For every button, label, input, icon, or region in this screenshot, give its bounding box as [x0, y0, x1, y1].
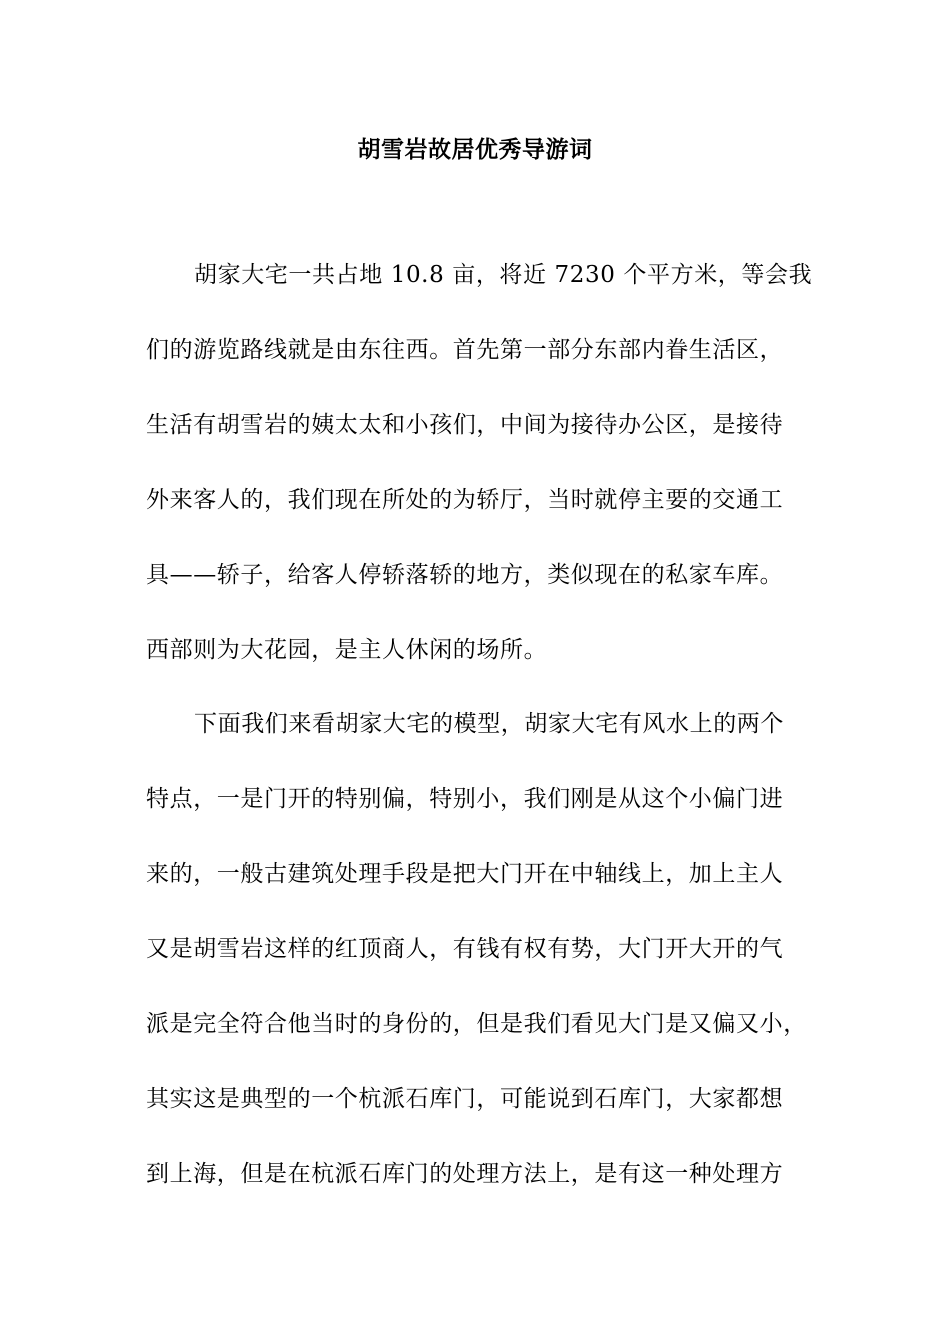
paragraph-line: 西部则为大花园，是主人休闲的场所。	[146, 637, 548, 663]
paragraph-line: 其实这是典型的一个杭派石库门，可能说到石库门，大家都想	[146, 1086, 784, 1112]
paragraph-line: 外来客人的，我们现在所处的为轿厅，当时就停主要的交通工	[146, 487, 784, 513]
paragraph-line: 特点，一是门开的特别偏，特别小，我们刚是从这个小偏门进	[146, 786, 784, 812]
page-title: 胡雪岩故居优秀导游词	[357, 137, 593, 163]
paragraph-line: 们的游览路线就是由东往西。首先第一部分东部内眷生活区，	[146, 337, 784, 363]
paragraph-line: 生活有胡雪岩的姨太太和小孩们，中间为接待办公区，是接待	[146, 412, 784, 438]
paragraph-line: 到上海，但是在杭派石库门的处理方法上，是有这一种处理方	[146, 1161, 784, 1187]
paragraph-line: 下面我们来看胡家大宅的模型，胡家大宅有风水上的两个	[194, 711, 784, 737]
paragraph-line: 具——轿子，给客人停轿落轿的地方，类似现在的私家车库。	[146, 562, 784, 588]
paragraph-line: 派是完全符合他当时的身份的，但是我们看见大门是又偏又小，	[146, 1011, 807, 1037]
paragraph-line: 来的，一般古建筑处理手段是把大门开在中轴线上，加上主人	[146, 861, 784, 887]
paragraph-line: 胡家大宅一共占地 10.8 亩，将近 7230 个平方米，等会我	[194, 262, 813, 288]
paragraph-line: 又是胡雪岩这样的红顶商人，有钱有权有势，大门开大开的气	[146, 936, 784, 962]
